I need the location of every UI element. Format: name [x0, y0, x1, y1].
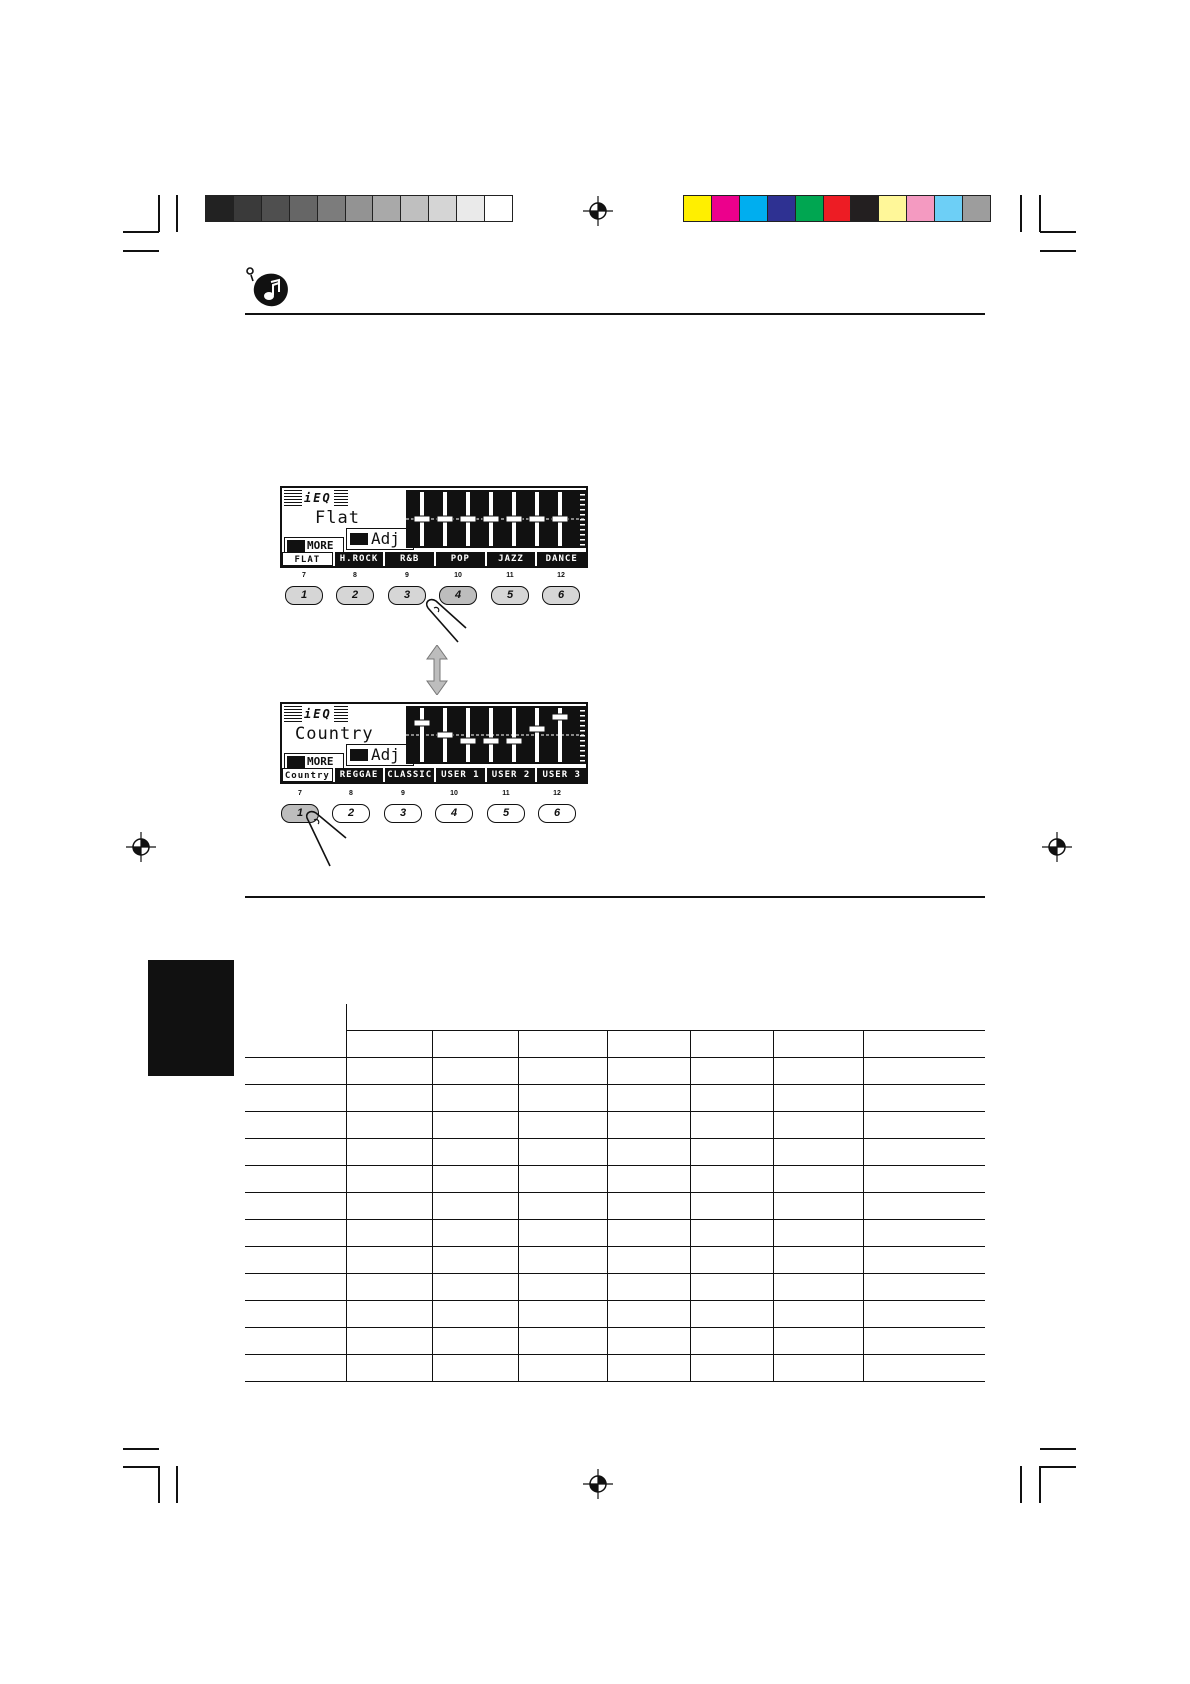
- up-arrow-icon: [287, 540, 305, 552]
- header-rule: [245, 313, 985, 315]
- color-swatch: [401, 196, 429, 221]
- preset-tab: POP: [436, 552, 485, 566]
- preset-tab: Country: [282, 768, 333, 782]
- button-number: 11: [502, 790, 510, 797]
- table-cell: [863, 1085, 985, 1112]
- crop-mark: [1040, 1448, 1076, 1450]
- table-row: [245, 1301, 985, 1328]
- eq-band-slider: [506, 516, 522, 522]
- more-indicator: MORE: [284, 753, 344, 771]
- table-cell: [863, 1328, 985, 1355]
- table-cell: [863, 1301, 985, 1328]
- table-cell: [773, 1220, 863, 1247]
- ieq-header: iEQ: [284, 706, 348, 722]
- eq-scale-tick: [580, 720, 585, 722]
- table-cell: [245, 1328, 346, 1355]
- table-cell: [346, 1139, 432, 1166]
- table-row: [245, 1193, 985, 1220]
- eq-scale-tick: [580, 730, 585, 732]
- color-swatch: [684, 196, 712, 221]
- table-cell: [607, 1247, 690, 1274]
- table-cell: [518, 1301, 607, 1328]
- table-cell: [607, 1058, 690, 1085]
- crop-mark: [158, 195, 160, 232]
- table-cell: [607, 1193, 690, 1220]
- table-cell: [773, 1058, 863, 1085]
- eq-scale-tick: [580, 760, 585, 762]
- grayscale-registration-bar: [205, 195, 513, 222]
- table-cell: [432, 1247, 518, 1274]
- eq-band-track: [420, 708, 424, 762]
- color-swatch: [373, 196, 401, 221]
- preset-button-2[interactable]: 2: [332, 804, 370, 823]
- color-swatch: [290, 196, 318, 221]
- color-swatch: [457, 196, 485, 221]
- table-cell: [346, 1355, 432, 1382]
- table-row: [245, 1328, 985, 1355]
- eq-band-track: [489, 708, 493, 762]
- color-swatch: [907, 196, 935, 221]
- preset-name: Country: [295, 724, 374, 744]
- more-indicator: MORE: [284, 537, 344, 555]
- toggle-double-arrow-icon: [425, 645, 449, 695]
- table-cell: [245, 1301, 346, 1328]
- table-cell: [346, 1166, 432, 1193]
- table-header-cell: [690, 1031, 773, 1058]
- table-cell: [690, 1220, 773, 1247]
- color-swatch: [796, 196, 824, 221]
- registration-target-icon: [583, 1469, 613, 1499]
- color-swatch: [346, 196, 374, 221]
- table-cell: [690, 1355, 773, 1382]
- table-cell: [607, 1139, 690, 1166]
- table-cell: [690, 1112, 773, 1139]
- table-cell: [346, 1220, 432, 1247]
- table-row: [245, 1274, 985, 1301]
- table-cell: [245, 1355, 346, 1382]
- eq-band-track: [535, 708, 539, 762]
- eq-scale-tick: [580, 519, 585, 521]
- preset-tab: DANCE: [537, 552, 586, 566]
- ieq-header: iEQ: [284, 490, 348, 506]
- eq-band-slider: [460, 516, 476, 522]
- table-cell: [773, 1301, 863, 1328]
- eq-band-slider: [414, 516, 430, 522]
- table-cell: [518, 1328, 607, 1355]
- eq-scale-tick: [580, 544, 585, 546]
- table-cell: [245, 1274, 346, 1301]
- table-cell: [690, 1058, 773, 1085]
- preset-tab: R&B: [385, 552, 434, 566]
- button-number: 8: [353, 572, 357, 579]
- color-swatch: [318, 196, 346, 221]
- table-cell: [346, 1247, 432, 1274]
- crop-mark: [123, 250, 159, 252]
- button-number: 9: [401, 790, 405, 797]
- crop-mark: [1040, 1466, 1076, 1468]
- preset-button-4[interactable]: 4: [439, 586, 477, 605]
- table-cell: [690, 1139, 773, 1166]
- table-cell: [690, 1166, 773, 1193]
- table-cell: [863, 1355, 985, 1382]
- eq-band-slider: [460, 738, 476, 744]
- adj-indicator: Adj: [346, 528, 414, 550]
- eq-scale-tick: [580, 740, 585, 742]
- crop-mark: [1039, 195, 1041, 232]
- crop-mark: [1040, 231, 1076, 233]
- preset-tab: H.ROCK: [335, 552, 384, 566]
- preset-button-6[interactable]: 6: [538, 804, 576, 823]
- pressing-finger-icon: [300, 810, 360, 868]
- button-number: 7: [302, 572, 306, 579]
- table-cell: [245, 1112, 346, 1139]
- table-header-cell: [432, 1031, 518, 1058]
- table-cell: [690, 1193, 773, 1220]
- preset-tab: CLASSIC: [387, 770, 433, 780]
- eq-band-slider: [506, 738, 522, 744]
- table-cell: [607, 1328, 690, 1355]
- skip-forward-icon: [350, 749, 368, 761]
- eq-band-slider: [529, 516, 545, 522]
- color-swatch: [712, 196, 740, 221]
- color-swatch: [768, 196, 796, 221]
- registration-target-icon: [126, 832, 156, 862]
- pressing-finger-icon: [420, 598, 480, 648]
- table-cell: [863, 1274, 985, 1301]
- table-cell: [432, 1139, 518, 1166]
- eq-band-track: [466, 708, 470, 762]
- table-row: [245, 1085, 985, 1112]
- equalizer-preset-table: [245, 1004, 985, 1382]
- table-cell: [863, 1247, 985, 1274]
- table-cell: [245, 1085, 346, 1112]
- table-cell: [346, 1085, 432, 1112]
- table-cell: [518, 1166, 607, 1193]
- eq-scale-tick: [580, 725, 585, 727]
- table-cell: [773, 1193, 863, 1220]
- registration-target-icon: [1042, 832, 1072, 862]
- table-cell: [432, 1193, 518, 1220]
- eq-scale-tick: [580, 735, 585, 737]
- table-cell: [863, 1166, 985, 1193]
- table-row: [245, 1139, 985, 1166]
- table-header-cell: [607, 1031, 690, 1058]
- eq-scale-tick: [580, 710, 585, 712]
- crop-mark: [1020, 195, 1022, 232]
- preset-tab: JAZZ: [487, 552, 536, 566]
- eq-scale-tick: [580, 514, 585, 516]
- color-registration-bar: [683, 195, 991, 222]
- crop-mark: [176, 1466, 178, 1503]
- preset-button-2[interactable]: 2: [336, 586, 374, 605]
- eq-band-slider: [437, 516, 453, 522]
- table-cell: [518, 1139, 607, 1166]
- color-swatch: [963, 196, 990, 221]
- color-swatch: [851, 196, 879, 221]
- table-cell: [346, 1301, 432, 1328]
- button-number: 9: [405, 572, 409, 579]
- table-cell: [518, 1193, 607, 1220]
- preset-button-4[interactable]: 4: [435, 804, 473, 823]
- crop-mark: [1039, 1466, 1041, 1503]
- table-cell: [432, 1274, 518, 1301]
- language-side-tab: [148, 960, 234, 1076]
- adj-indicator: Adj: [346, 744, 414, 766]
- button-number: 10: [450, 790, 458, 797]
- table-cell: [607, 1166, 690, 1193]
- crop-mark: [123, 1466, 159, 1468]
- preset-button-3[interactable]: 3: [388, 586, 426, 605]
- crop-mark: [158, 1466, 160, 1503]
- table-cell: [432, 1355, 518, 1382]
- eq-scale-tick: [580, 534, 585, 536]
- preset-button-1[interactable]: 1: [281, 804, 319, 823]
- eq-scale-tick: [580, 745, 585, 747]
- table-cell: [518, 1247, 607, 1274]
- table-header-cell: [346, 1004, 985, 1031]
- table-cell: [518, 1112, 607, 1139]
- preset-button-6[interactable]: 6: [542, 586, 580, 605]
- table-cell: [690, 1328, 773, 1355]
- table-cell: [773, 1274, 863, 1301]
- eq-band-slider: [529, 726, 545, 732]
- table-cell: [245, 1193, 346, 1220]
- table-cell: [863, 1193, 985, 1220]
- table-header-cell: [518, 1031, 607, 1058]
- lcd-display-flat: [280, 486, 588, 568]
- preset-tab: REGGAE: [335, 768, 384, 782]
- table-cell: [863, 1112, 985, 1139]
- table-row: [245, 1355, 985, 1382]
- color-swatch: [485, 196, 512, 221]
- crop-mark: [176, 195, 178, 232]
- color-swatch: [740, 196, 768, 221]
- table-cell: [518, 1355, 607, 1382]
- table-cell: [607, 1355, 690, 1382]
- table-cell: [432, 1058, 518, 1085]
- button-number: 10: [454, 572, 462, 579]
- table-cell: [607, 1085, 690, 1112]
- table-cell: [245, 1139, 346, 1166]
- eq-band-slider: [483, 738, 499, 744]
- table-cell: [773, 1328, 863, 1355]
- eq-band-track: [512, 708, 516, 762]
- table-cell: [346, 1112, 432, 1139]
- table-cell: [773, 1085, 863, 1112]
- preset-button-1[interactable]: 1: [285, 586, 323, 605]
- table-header-cell: [863, 1031, 985, 1058]
- table-cell: [607, 1112, 690, 1139]
- table-row: [245, 1112, 985, 1139]
- button-number: 12: [553, 790, 561, 797]
- table-cell: [432, 1112, 518, 1139]
- eq-scale-tick: [580, 524, 585, 526]
- eq-scale-tick: [580, 715, 585, 717]
- table-cell: [690, 1085, 773, 1112]
- color-swatch: [824, 196, 852, 221]
- table-cell: [432, 1220, 518, 1247]
- table-cell: [346, 1058, 432, 1085]
- preset-button-5[interactable]: 5: [487, 804, 525, 823]
- color-swatch: [879, 196, 907, 221]
- registration-target-icon: [583, 196, 613, 226]
- preset-name: Flat: [315, 508, 360, 528]
- table-row: [245, 1166, 985, 1193]
- equalizer-graph: [406, 706, 588, 764]
- eq-band-slider: [437, 732, 453, 738]
- table-cell: [607, 1301, 690, 1328]
- color-swatch: [206, 196, 234, 221]
- table-header-row: [245, 1031, 985, 1058]
- table-cell: [346, 1193, 432, 1220]
- button-number: 11: [506, 572, 514, 579]
- preset-button-5[interactable]: 5: [491, 586, 529, 605]
- eq-scale-tick: [580, 504, 585, 506]
- table-header-cell: [773, 1031, 863, 1058]
- table-cell: [773, 1139, 863, 1166]
- button-number: 12: [557, 572, 565, 579]
- table-cell: [690, 1274, 773, 1301]
- preset-tab: USER 3: [537, 768, 586, 782]
- button-number: 7: [298, 790, 302, 797]
- note-tip-icon: [243, 266, 291, 308]
- preset-button-3[interactable]: 3: [384, 804, 422, 823]
- color-swatch: [234, 196, 262, 221]
- eq-scale-tick: [580, 499, 585, 501]
- eq-band-slider: [483, 516, 499, 522]
- crop-mark: [1040, 250, 1076, 252]
- table-cell: [773, 1355, 863, 1382]
- eq-scale-tick: [580, 750, 585, 752]
- table-cell: [245, 1247, 346, 1274]
- preset-tabs: [282, 768, 586, 782]
- preset-tab: USER 1: [436, 768, 485, 782]
- eq-scale-tick: [580, 509, 585, 511]
- eq-scale-tick: [580, 529, 585, 531]
- table-cell: [690, 1247, 773, 1274]
- table-cell: [773, 1112, 863, 1139]
- eq-scale-tick: [580, 755, 585, 757]
- preset-tab: FLAT: [282, 552, 333, 566]
- table-cell: [518, 1274, 607, 1301]
- up-arrow-icon: [287, 756, 305, 768]
- table-cell: [607, 1220, 690, 1247]
- section-rule: [245, 896, 985, 898]
- table-cell: [518, 1085, 607, 1112]
- table-header-cell: [245, 1004, 346, 1058]
- table-cell: [346, 1328, 432, 1355]
- color-swatch: [935, 196, 963, 221]
- crop-mark: [123, 1448, 159, 1450]
- table-cell: [432, 1166, 518, 1193]
- crop-mark: [123, 231, 159, 233]
- skip-forward-icon: [350, 533, 368, 545]
- table-cell: [773, 1247, 863, 1274]
- eq-band-slider: [552, 516, 568, 522]
- eq-band-slider: [552, 714, 568, 720]
- equalizer-graph: [406, 490, 588, 548]
- table-header-row: [245, 1004, 985, 1031]
- table-header-cell: [346, 1031, 432, 1058]
- table-cell: [863, 1058, 985, 1085]
- color-swatch: [429, 196, 457, 221]
- table-cell: [432, 1328, 518, 1355]
- table-cell: [863, 1139, 985, 1166]
- lcd-display-country: [280, 702, 588, 784]
- table-cell: [518, 1058, 607, 1085]
- table-cell: [245, 1166, 346, 1193]
- color-swatch: [262, 196, 290, 221]
- table-row: [245, 1058, 985, 1085]
- table-cell: [607, 1274, 690, 1301]
- table-cell: [346, 1274, 432, 1301]
- table-row: [245, 1220, 985, 1247]
- preset-tabs: [282, 552, 586, 566]
- button-number: 8: [349, 790, 353, 797]
- table-cell: [432, 1085, 518, 1112]
- table-cell: [245, 1220, 346, 1247]
- preset-tab: USER 2: [487, 768, 536, 782]
- crop-mark: [1020, 1466, 1022, 1503]
- table-row: [245, 1247, 985, 1274]
- table-cell: [773, 1166, 863, 1193]
- eq-scale-tick: [580, 539, 585, 541]
- table-cell: [690, 1301, 773, 1328]
- table-cell: [245, 1058, 346, 1085]
- eq-band-slider: [414, 720, 430, 726]
- table-cell: [518, 1220, 607, 1247]
- table-cell: [432, 1301, 518, 1328]
- eq-scale-tick: [580, 494, 585, 496]
- table-cell: [863, 1220, 985, 1247]
